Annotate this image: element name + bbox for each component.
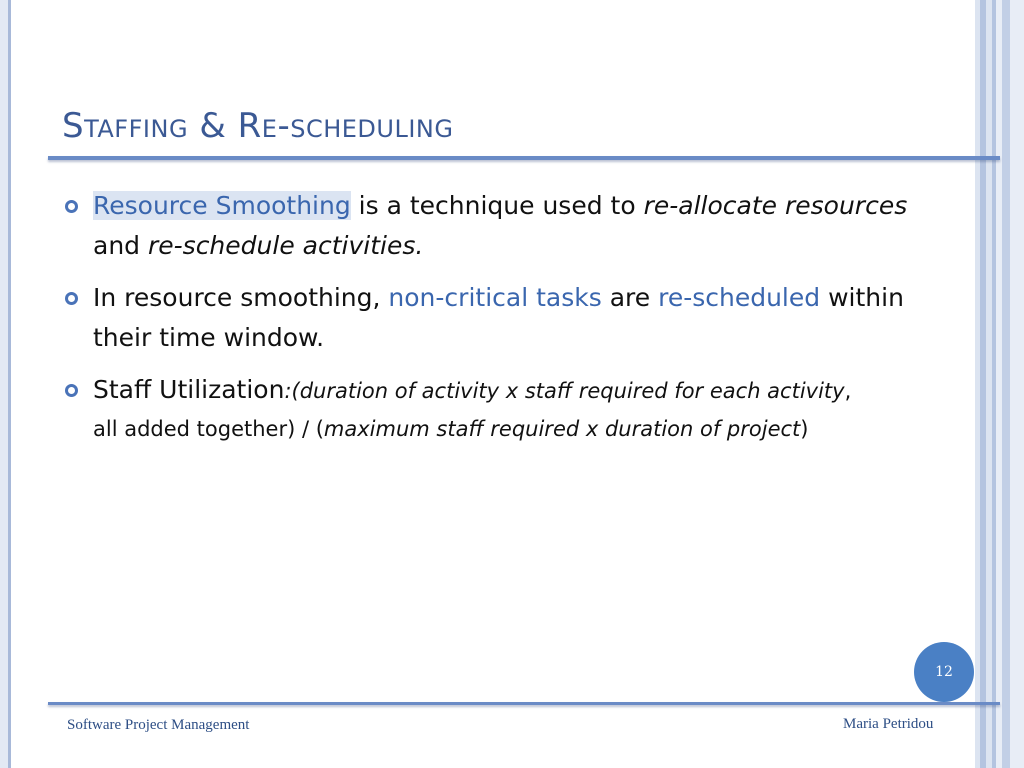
- bullet-text: are: [601, 283, 659, 312]
- bullet-emphasis: resources: [784, 191, 908, 220]
- formula-line: [93, 411, 932, 447]
- bullet-text: ): [800, 417, 809, 441]
- bullet-text: Staff Utilization: [93, 375, 285, 404]
- right-decor-stripe: [1010, 0, 1024, 768]
- ring-bullet-icon: [65, 200, 78, 213]
- footer-author: Maria Petridou: [843, 716, 934, 732]
- highlighted-term: Resource Smoothing: [93, 191, 351, 220]
- bullet-item: [62, 186, 932, 266]
- page-number-badge: 12: [914, 642, 974, 702]
- bullet-item: [62, 370, 932, 447]
- bullet-text: ,: [844, 379, 852, 403]
- highlighted-phrase: non-critical tasks: [388, 283, 602, 312]
- bullet-text: within their time window.: [93, 283, 904, 352]
- highlighted-phrase: re-scheduled: [658, 283, 821, 312]
- bullet-text: In resource smoothing,: [93, 283, 389, 312]
- footer-course-title: Software Project Management: [67, 717, 250, 733]
- bullet-text: and: [93, 231, 148, 260]
- slide-title: Staffing & Re-scheduling: [62, 106, 454, 146]
- bullet-emphasis: re-allocate: [643, 191, 778, 220]
- left-decor-stripe-inner: [8, 0, 11, 768]
- bullet-emphasis: re-schedule activities.: [147, 231, 424, 260]
- left-decor-stripe: [0, 0, 8, 768]
- bullet-emphasis: maximum staff required x duration of project: [323, 417, 801, 441]
- bullet-item: [62, 278, 932, 358]
- bullet-text: is a technique used to: [350, 191, 644, 220]
- title-divider: [48, 156, 1000, 160]
- bullet-list: [62, 186, 932, 459]
- bullet-text: all added together) / (: [93, 417, 324, 441]
- footer-divider: [48, 702, 1000, 705]
- bullet-emphasis: :(duration of activity x staff required for each activity: [284, 379, 845, 403]
- ring-bullet-icon: [65, 384, 78, 397]
- right-decor-stripe: [1002, 0, 1010, 768]
- ring-bullet-icon: [65, 292, 78, 305]
